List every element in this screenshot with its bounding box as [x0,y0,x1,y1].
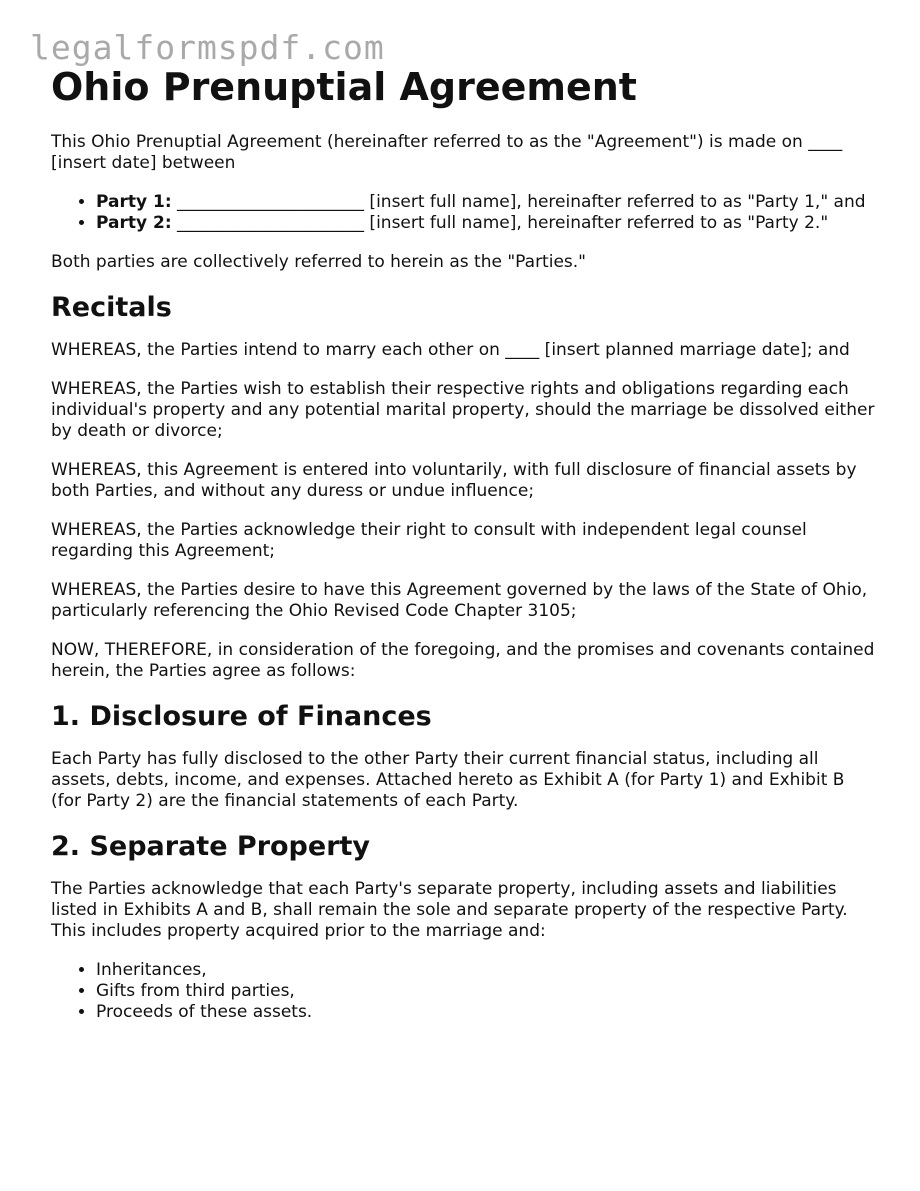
recital-paragraph: WHEREAS, the Parties desire to have this Agreement governed by the laws of the State of Ohio, particularly referencing the Ohio Revised Code Chapter 3105; [51,580,868,621]
watermark: legalformspdf.com [30,28,385,67]
party-2-label: Party 2: [96,213,172,233]
section-1-text: Each Party has fully disclosed to the other Party their current financial status, including all assets, debts, income, and expenses. Attached hereto as Exhibit A (for Party 1) and Exhibit B (for Party 2) are the financial statements of each Party. [51,749,845,811]
parties-list [51,192,876,234]
separate-property-list [51,960,876,1023]
recital-paragraph: WHEREAS, this Agreement is entered into voluntarily, with full disclosure of financial assets by both Parties, and without any duress or undue influence; [51,460,857,501]
list-item: • Inheritances, [96,960,876,981]
document-title: Ohio Prenuptial Agreement [51,65,637,109]
party-1-item [96,192,876,213]
section-1-heading: 1. Disclosure of Finances [51,701,432,732]
party-2-text: ______________________ [insert full name], hereinafter referred to as "Party 2." [171,213,829,233]
party-1-label: Party 1: [96,192,172,212]
list-item: • Proceeds of these assets. [96,1002,876,1023]
recitals-heading: Recitals [51,292,172,323]
recital-paragraph: WHEREAS, the Parties wish to establish their respective rights and obligations regarding each individual's property and any potential marital property, should the marriage be dissolved either by death or divorce; [51,379,875,441]
section-2-text: The Parties acknowledge that each Party's separate property, including assets and liabilities listed in Exhibits A and B, shall remain the sole and separate property of the respective Party. This includes property acquired prior to the marriage and: [51,879,848,941]
party-2-item [96,213,876,234]
party-1-text: ______________________ [insert full name], hereinafter referred to as "Party 1," and [171,192,866,212]
document-body [51,64,876,1041]
recital-paragraph: WHEREAS, the Parties intend to marry each other on ____ [insert planned marriage date]; and [51,340,850,360]
section-2-heading: 2. Separate Property [51,831,371,862]
recital-paragraph: NOW, THEREFORE, in consideration of the foregoing, and the promises and covenants contained herein, the Parties agree as follows: [51,640,875,681]
list-item: • Gifts from third parties, [96,981,876,1002]
intro-paragraph: This Ohio Prenuptial Agreement (hereinafter referred to as the "Agreement") is made on ____ [insert date] between [51,132,843,173]
collective-paragraph: Both parties are collectively referred to herein as the "Parties." [51,252,586,272]
recital-paragraph: WHEREAS, the Parties acknowledge their right to consult with independent legal counsel regarding this Agreement; [51,520,807,561]
